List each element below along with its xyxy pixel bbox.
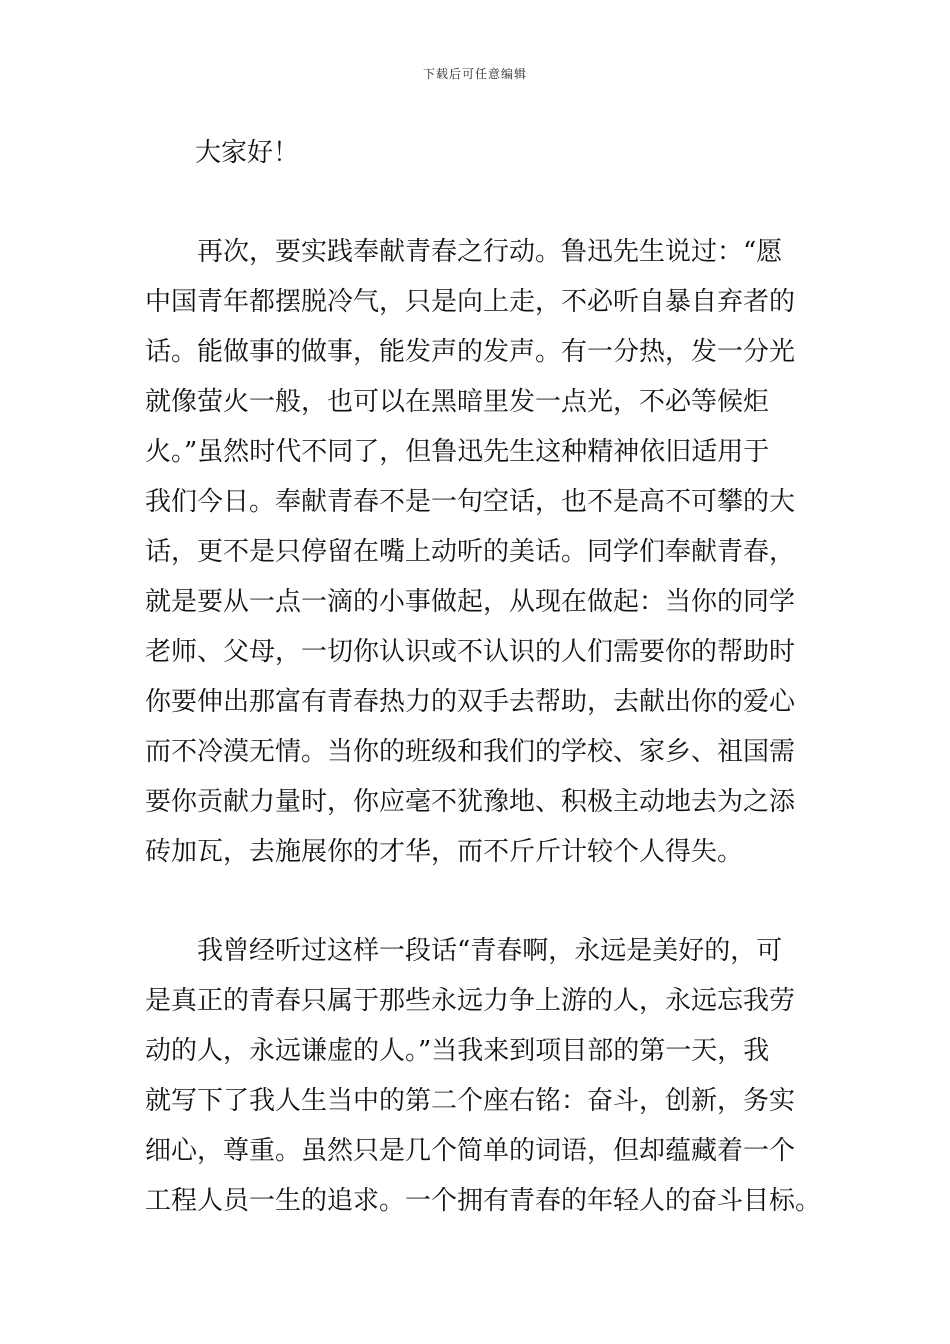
paragraph-line: 是真正的青春只属于那些永远力争上游的人，永远忘我劳: [145, 986, 796, 1016]
paragraph-line: 工程人员一生的追求。一个拥有青春的年轻人的奋斗目标。: [145, 1186, 822, 1216]
paragraph-line: 就像萤火一般，也可以在黑暗里发一点光，不必等候炬: [145, 387, 770, 417]
paragraph-line: 你要伸出那富有青春热力的双手去帮助，去献出你的爱心: [145, 687, 796, 717]
header-note: 下载后可任意编辑: [422, 67, 527, 81]
paragraph-line: 要你贡献力量时，你应毫不犹豫地、积极主动地去为之添: [145, 787, 796, 817]
document-body: [145, 128, 822, 1226]
paragraph-line: 我曾经听过这样一段话“青春啊，永远是美好的，可: [197, 936, 783, 966]
paragraph-line: 就是要从一点一滴的小事做起，从现在做起：当你的同学: [145, 587, 796, 617]
paragraph-2: [145, 926, 822, 1226]
paragraph-line: 就写下了我人生当中的第二个座右铭：奋斗，创新，务实: [145, 1086, 796, 1116]
paragraph-gap: [145, 877, 809, 926]
paragraph-line: 老师、父母，一切你认识或不认识的人们需要你的帮助时: [145, 637, 796, 667]
paragraph-line: 火。”虽然时代不同了，但鲁迅先生这种精神依旧适用于: [145, 437, 770, 467]
paragraph-line: 我们今日。奉献青春不是一句空话，也不是高不可攀的大: [145, 487, 796, 517]
paragraph-line: 话。能做事的做事，能发声的发声。有一分热，发一分光: [145, 337, 796, 367]
paragraph-line: 砖加瓦，去施展你的才华，而不斤斤计较个人得失。: [145, 837, 744, 867]
paragraph-line: 动的人，永远谦虚的人。”当我来到项目部的第一天，我: [145, 1036, 770, 1066]
paragraph-gap: [145, 178, 809, 227]
paragraph-line: 中国青年都摆脱冷气，只是向上走，不必听自暴自弃者的: [145, 287, 796, 317]
paragraph-line: 细心，尊重。虽然只是几个简单的词语，但却蕴藏着一个: [145, 1136, 796, 1166]
paragraph-line: 话，更不是只停留在嘴上动听的美话。同学们奉献青春，: [145, 537, 796, 567]
paragraph-1: [145, 227, 809, 877]
greeting: 大家好！: [195, 138, 300, 168]
paragraph-line: 而不冷漠无情。当你的班级和我们的学校、家乡、祖国需: [145, 737, 796, 767]
paragraph-line: 再次，要实践奉献青春之行动。鲁迅先生说过：“愿: [197, 237, 783, 267]
